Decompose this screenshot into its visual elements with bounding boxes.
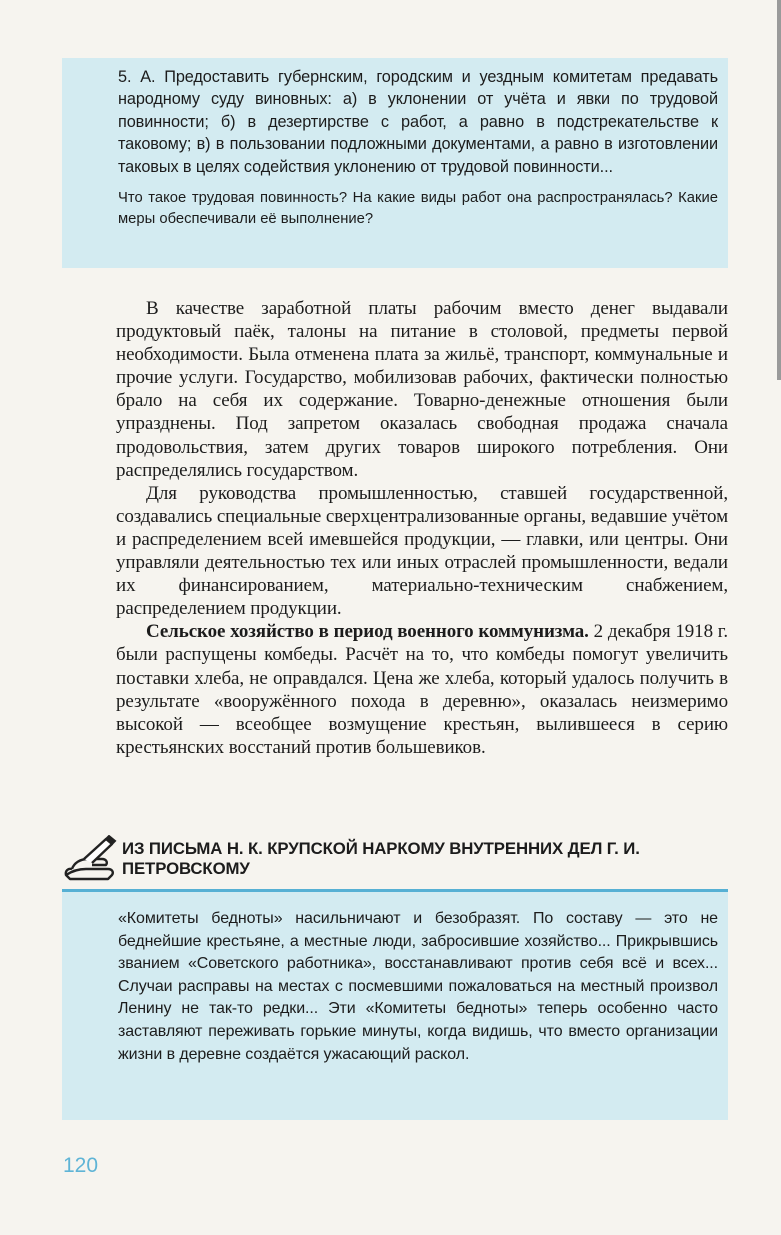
- document-box: [62, 892, 728, 1120]
- document-header: [62, 833, 728, 891]
- writing-hand-icon: [62, 835, 120, 883]
- paragraph-wages: В качестве заработной платы рабочим вместо денег выдавали продуктовый паёк, талоны на питание в столовой, предметы первой необходимости. Была отменена плата за жильё, транспорт, коммунальные и прочие услуги. Государство, мобилизовав рабочих, фактически полностью брало на себя их содержание. Товарно-денежные отношения были упразднены. Под запретом оказалась свободная продажа сначала продовольствия, затем других товаров широкого потребления. Они распределялись государством.: [116, 298, 728, 481]
- source-excerpt-box: [62, 58, 728, 268]
- main-text: [116, 297, 728, 759]
- document-text: «Комитеты бедноты» насильничают и безобразят. По составу — это не беднейшие крестьяне, а местные люди, забросившие хозяйство... Прикрывшись званием «Советского работника», восстанавливают против себя всё и всех... Случаи расправы на местах с посмевшими пожаловаться на местный произвол Ленину не так-то редки... Эти «Комитеты бедноты» теперь особенно часто заставляют переживать горькие минуты, когда видишь, что вместо организации жизни в деревне создаётся ужасающий раскол.: [118, 910, 718, 1063]
- source-question: Что такое трудовая повинность? На какие виды работ она распространялась? Какие меры обеспечивали её выполнение?: [118, 190, 718, 227]
- document-title: ИЗ ПИСЬМА Н. К. КРУПСКОЙ НАРКОМУ ВНУТРЕННИХ ДЕЛ Г. И. ПЕТРОВСКОМУ: [122, 839, 640, 878]
- paragraph-industry: Для руководства промышленностью, ставшей государственной, создавались специальные сверхцентрализованные органы, ведавшие учётом и распределением всей имевшейся продукции, — главки, или центры. Они управляли деятельностью тех или иных отраслей промышленности, ведали их финансированием, материально-техническим снабжением, распределением продукции.: [116, 482, 728, 620]
- section-subheading: Сельское хозяйство в период военного коммунизма.: [146, 621, 589, 643]
- paragraph-agriculture: [116, 620, 728, 759]
- paragraph-agriculture-text: 2 декабря 1918 г. были распущены комбеды. Расчёт на то, что комбеды помогут увеличить поставки хлеба, не оправдался. Цена же хлеба, который удалось получить в результате «вооружённого похода в деревню», оказалась неизмеримо высокой — всеобщее возмущение крестьян, вылившееся в серию крестьянских восстаний против большевиков.: [116, 621, 728, 758]
- source-excerpt-text: 5. А. Предоставить губернским, городским и уездным комитетам предавать народному суду виновных: а) в уклонении от учёта и явки по трудовой повинности; б) в дезертирстве с работ, а равно в подстрекательстве к таковому; в) в пользовании подложными документами, а равно в изготовлении таковых в целях содействия уклонению от трудовой повинности...: [118, 68, 718, 176]
- page-number: 120: [63, 1154, 99, 1177]
- page-edge-strip: [777, 0, 781, 380]
